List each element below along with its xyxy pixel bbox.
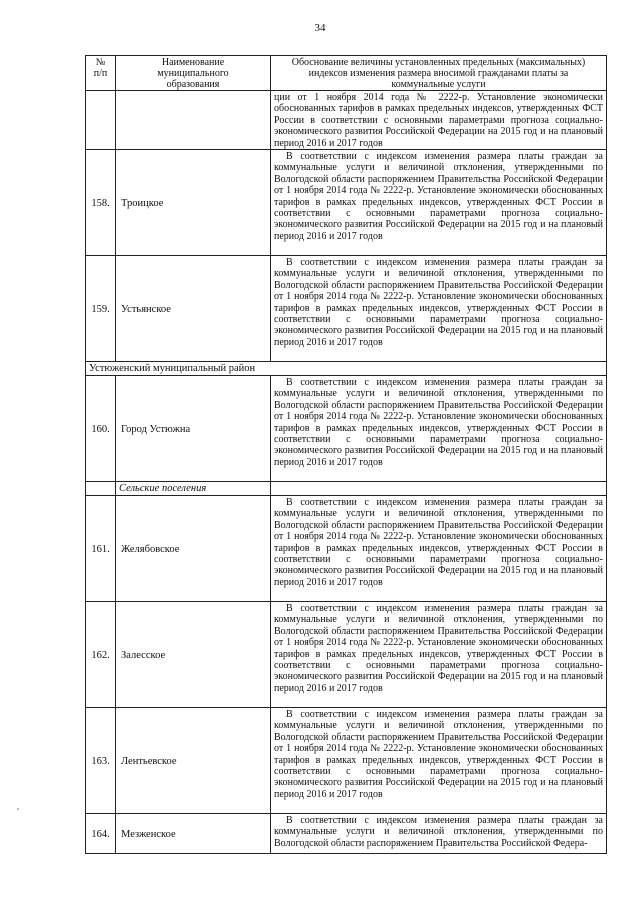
table-row [86, 376, 607, 482]
municipality-name: Город Устюжна [116, 376, 271, 482]
municipality-name: Желябовское [116, 496, 271, 602]
row-num: 164. [86, 814, 116, 854]
header-municipality: Наименование муниципального образования [116, 56, 271, 91]
municipality-name: Лентьевское [116, 708, 271, 814]
page-number: 34 [314, 22, 326, 34]
subsection-heading: Сельские поселения [116, 482, 271, 496]
row-num: 161. [86, 496, 116, 602]
basis-text: ции от 1 ноября 2014 года № 2222-р. Установление экономически обоснованных тарифов в рамках предельных индексов, утвержденных ФСТ России в соответствии с основными параметрами прогноза социально-экономического развития Российской Федерации на 2015 год и на плановый период 2016 и 2017 годов [271, 91, 607, 150]
scan-speck [17, 808, 19, 810]
table-row-continuation [86, 91, 607, 150]
basis-text: В соответствии с индексом изменения размера платы граждан за коммунальные услуги и величиной отклонения, утвержденными по Вологодской области распоряжением Правительства Российской Федерации от 1 ноября 2014 года № 2222-р. Установление экономически обоснованных тарифов в рамках предельных индексов, утвержденных ФСТ России в соответствии с основными параметрами прогноза социально-экономического развития Российской Федерации на 2015 год и на плановый период 2016 и 2017 годов [271, 150, 607, 256]
section-heading: Устюженский муниципальный район [86, 362, 607, 376]
row-num: 163. [86, 708, 116, 814]
row-num: 159. [86, 256, 116, 362]
header-basis: Обоснование величины установленных предельных (максимальных) индексов изменения размера вносимой гражданами платы за коммунальные услуги [271, 56, 607, 91]
municipality-name: Троицкое [116, 150, 271, 256]
municipality-name: Залесское [116, 602, 271, 708]
table-row [86, 150, 607, 256]
row-name-empty [116, 91, 271, 150]
municipality-name: Устьянское [116, 256, 271, 362]
municipality-name: Мезженское [116, 814, 271, 854]
section-row [86, 362, 607, 376]
tariff-index-table [85, 55, 607, 854]
table-row [86, 256, 607, 362]
basis-text: В соответствии с индексом изменения размера платы граждан за коммунальные услуги и величиной отклонения, утвержденными по Вологодской области распоряжением Правительства Российской Федерации от 1 ноября 2014 года № 2222-р. Установление экономически обоснованных тарифов в рамках предельных индексов, утвержденных ФСТ России в соответствии с основными параметрами прогноза социально-экономического развития Российской Федерации на 2015 год и на плановый период 2016 и 2017 годов [271, 708, 607, 814]
table-row [86, 602, 607, 708]
table-row [86, 708, 607, 814]
row-num-empty [86, 482, 116, 496]
row-basis-empty [271, 482, 607, 496]
subsection-row [86, 482, 607, 496]
basis-text: В соответствии с индексом изменения размера платы граждан за коммунальные услуги и величиной отклонения, утвержденными по Вологодской области распоряжением Правительства Российской Федерации от 1 ноября 2014 года № 2222-р. Установление экономически обоснованных тарифов в рамках предельных индексов, утвержденных ФСТ России в соответствии с основными параметрами прогноза социально-экономического развития Российской Федерации на 2015 год и на плановый период 2016 и 2017 годов [271, 602, 607, 708]
basis-text: В соответствии с индексом изменения размера платы граждан за коммунальные услуги и величиной отклонения, утвержденными по Вологодской области распоряжением Правительства Российской Федера- [271, 814, 607, 854]
basis-text: В соответствии с индексом изменения размера платы граждан за коммунальные услуги и величиной отклонения, утвержденными по Вологодской области распоряжением Правительства Российской Федерации от 1 ноября 2014 года № 2222-р. Установление экономически обоснованных тарифов в рамках предельных индексов, утвержденных ФСТ России в соответствии с основными параметрами прогноза социально-экономического развития Российской Федерации на 2015 год и на плановый период 2016 и 2017 годов [271, 376, 607, 482]
row-num: 158. [86, 150, 116, 256]
table-row [86, 496, 607, 602]
row-num-empty [86, 91, 116, 150]
basis-text: В соответствии с индексом изменения размера платы граждан за коммунальные услуги и величиной отклонения, утвержденными по Вологодской области распоряжением Правительства Российской Федерации от 1 ноября 2014 года № 2222-р. Установление экономически обоснованных тарифов в рамках предельных индексов, утвержденных ФСТ России в соответствии с основными параметрами прогноза социально-экономического развития Российской Федерации на 2015 год и на плановый период 2016 и 2017 годов [271, 496, 607, 602]
table-row [86, 814, 607, 854]
row-num: 160. [86, 376, 116, 482]
table-header-row [86, 56, 607, 91]
row-num: 162. [86, 602, 116, 708]
header-num: № п/п [86, 56, 116, 91]
basis-text: В соответствии с индексом изменения размера платы граждан за коммунальные услуги и величиной отклонения, утвержденными по Вологодской области распоряжением Правительства Российской Федерации от 1 ноября 2014 года № 2222-р. Установление экономически обоснованных тарифов в рамках предельных индексов, утвержденных ФСТ России в соответствии с основными параметрами прогноза социально-экономического развития Российской Федерации на 2015 год и на плановый период 2016 и 2017 годов [271, 256, 607, 362]
